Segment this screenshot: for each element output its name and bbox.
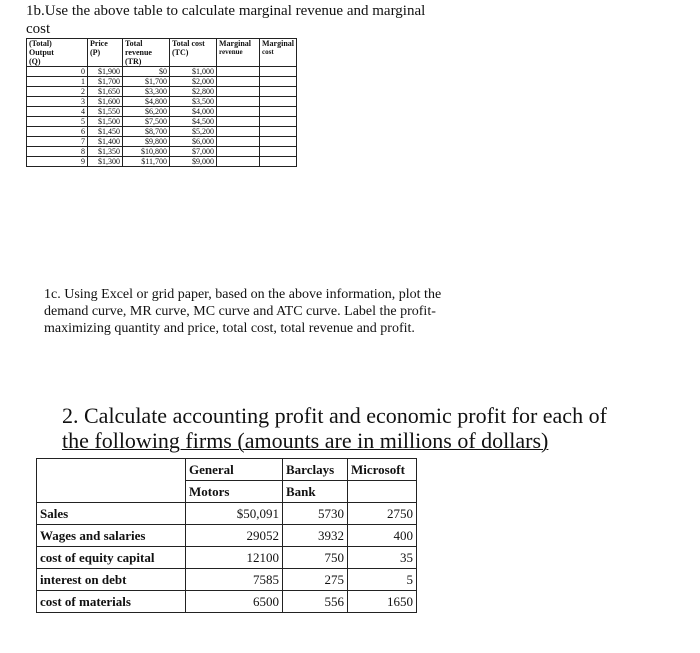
header-general-motors-line2: Motors	[186, 481, 283, 503]
mr-cell	[217, 67, 260, 77]
header-blank-cell	[37, 459, 186, 481]
header-microsoft-line2	[348, 481, 417, 503]
header-barclays-bank-line2: Bank	[283, 481, 348, 503]
header-general-motors: General	[186, 459, 283, 481]
table-row: cost of materials 6500 556 1650	[37, 591, 417, 613]
table-row: cost of equity capital 12100 750 35	[37, 547, 417, 569]
mr-cell	[217, 127, 260, 137]
header-blank-cell	[37, 481, 186, 503]
header-output: (Total) Output (Q)	[27, 39, 88, 67]
table-row: 2 $1,650 $3,300 $2,800	[27, 87, 297, 97]
question-1c-text: 1c. Using Excel or grid paper, based on the above information, plot the demand curve, MR curve, MC curve and ATC curve. Label the profit-maximizing quantity and price, total cost, total revenue and profit.	[44, 287, 442, 336]
question-2-text	[62, 403, 700, 453]
mr-cell	[217, 77, 260, 87]
mc-cell	[260, 77, 297, 87]
question-1b-text: 1b.Use the above table to calculate marginal revenue and marginal cost	[26, 3, 426, 37]
mr-cell	[217, 107, 260, 117]
table-row: 4 $1,550 $6,200 $4,000	[27, 107, 297, 117]
header-marginal-revenue: Marginal revenue	[217, 39, 260, 67]
mc-cell	[260, 117, 297, 127]
mr-cell	[217, 137, 260, 147]
mc-cell	[260, 97, 297, 107]
cost-revenue-table	[26, 38, 297, 167]
table-row: 1 $1,700 $1,700 $2,000	[27, 77, 297, 87]
mc-cell	[260, 137, 297, 147]
table-header-row-2	[37, 481, 417, 503]
header-price: Price (P)	[88, 39, 123, 67]
header-barclays-bank: Barclays	[283, 459, 348, 481]
mc-cell	[260, 87, 297, 97]
table-row: 3 $1,600 $4,800 $3,500	[27, 97, 297, 107]
table-header-row	[37, 459, 417, 481]
table-row: 0 $1,900 $0 $1,000	[27, 67, 297, 77]
table-row: Sales $50,091 5730 2750	[37, 503, 417, 525]
mc-cell	[260, 107, 297, 117]
table-row: interest on debt 7585 275 5	[37, 569, 417, 591]
header-microsoft: Microsoft	[348, 459, 417, 481]
table-row: 5 $1,500 $7,500 $4,500	[27, 117, 297, 127]
mr-cell	[217, 117, 260, 127]
table-row: 7 $1,400 $9,800 $6,000	[27, 137, 297, 147]
table-row: 9 $1,300 $11,700 $9,000	[27, 157, 297, 167]
table-row: 6 $1,450 $8,700 $5,200	[27, 127, 297, 137]
mc-cell	[260, 147, 297, 157]
question-2-line-1: 2. Calculate accounting profit and economic profit for each of	[62, 403, 607, 428]
mc-cell	[260, 67, 297, 77]
mr-cell	[217, 97, 260, 107]
header-total-cost: Total cost (TC)	[170, 39, 217, 67]
mc-cell	[260, 157, 297, 167]
firms-profit-table	[36, 458, 417, 613]
header-total-revenue: Total revenue (TR)	[123, 39, 170, 67]
mc-cell	[260, 127, 297, 137]
question-2-line-2: the following firms (amounts are in millions of dollars)	[62, 428, 549, 453]
mr-cell	[217, 157, 260, 167]
mr-cell	[217, 87, 260, 97]
header-marginal-cost: Marginal cost	[260, 39, 297, 67]
table-row: Wages and salaries 29052 3932 400	[37, 525, 417, 547]
table-row: 8 $1,350 $10,800 $7,000	[27, 147, 297, 157]
table-header-row	[27, 39, 297, 67]
mr-cell	[217, 147, 260, 157]
